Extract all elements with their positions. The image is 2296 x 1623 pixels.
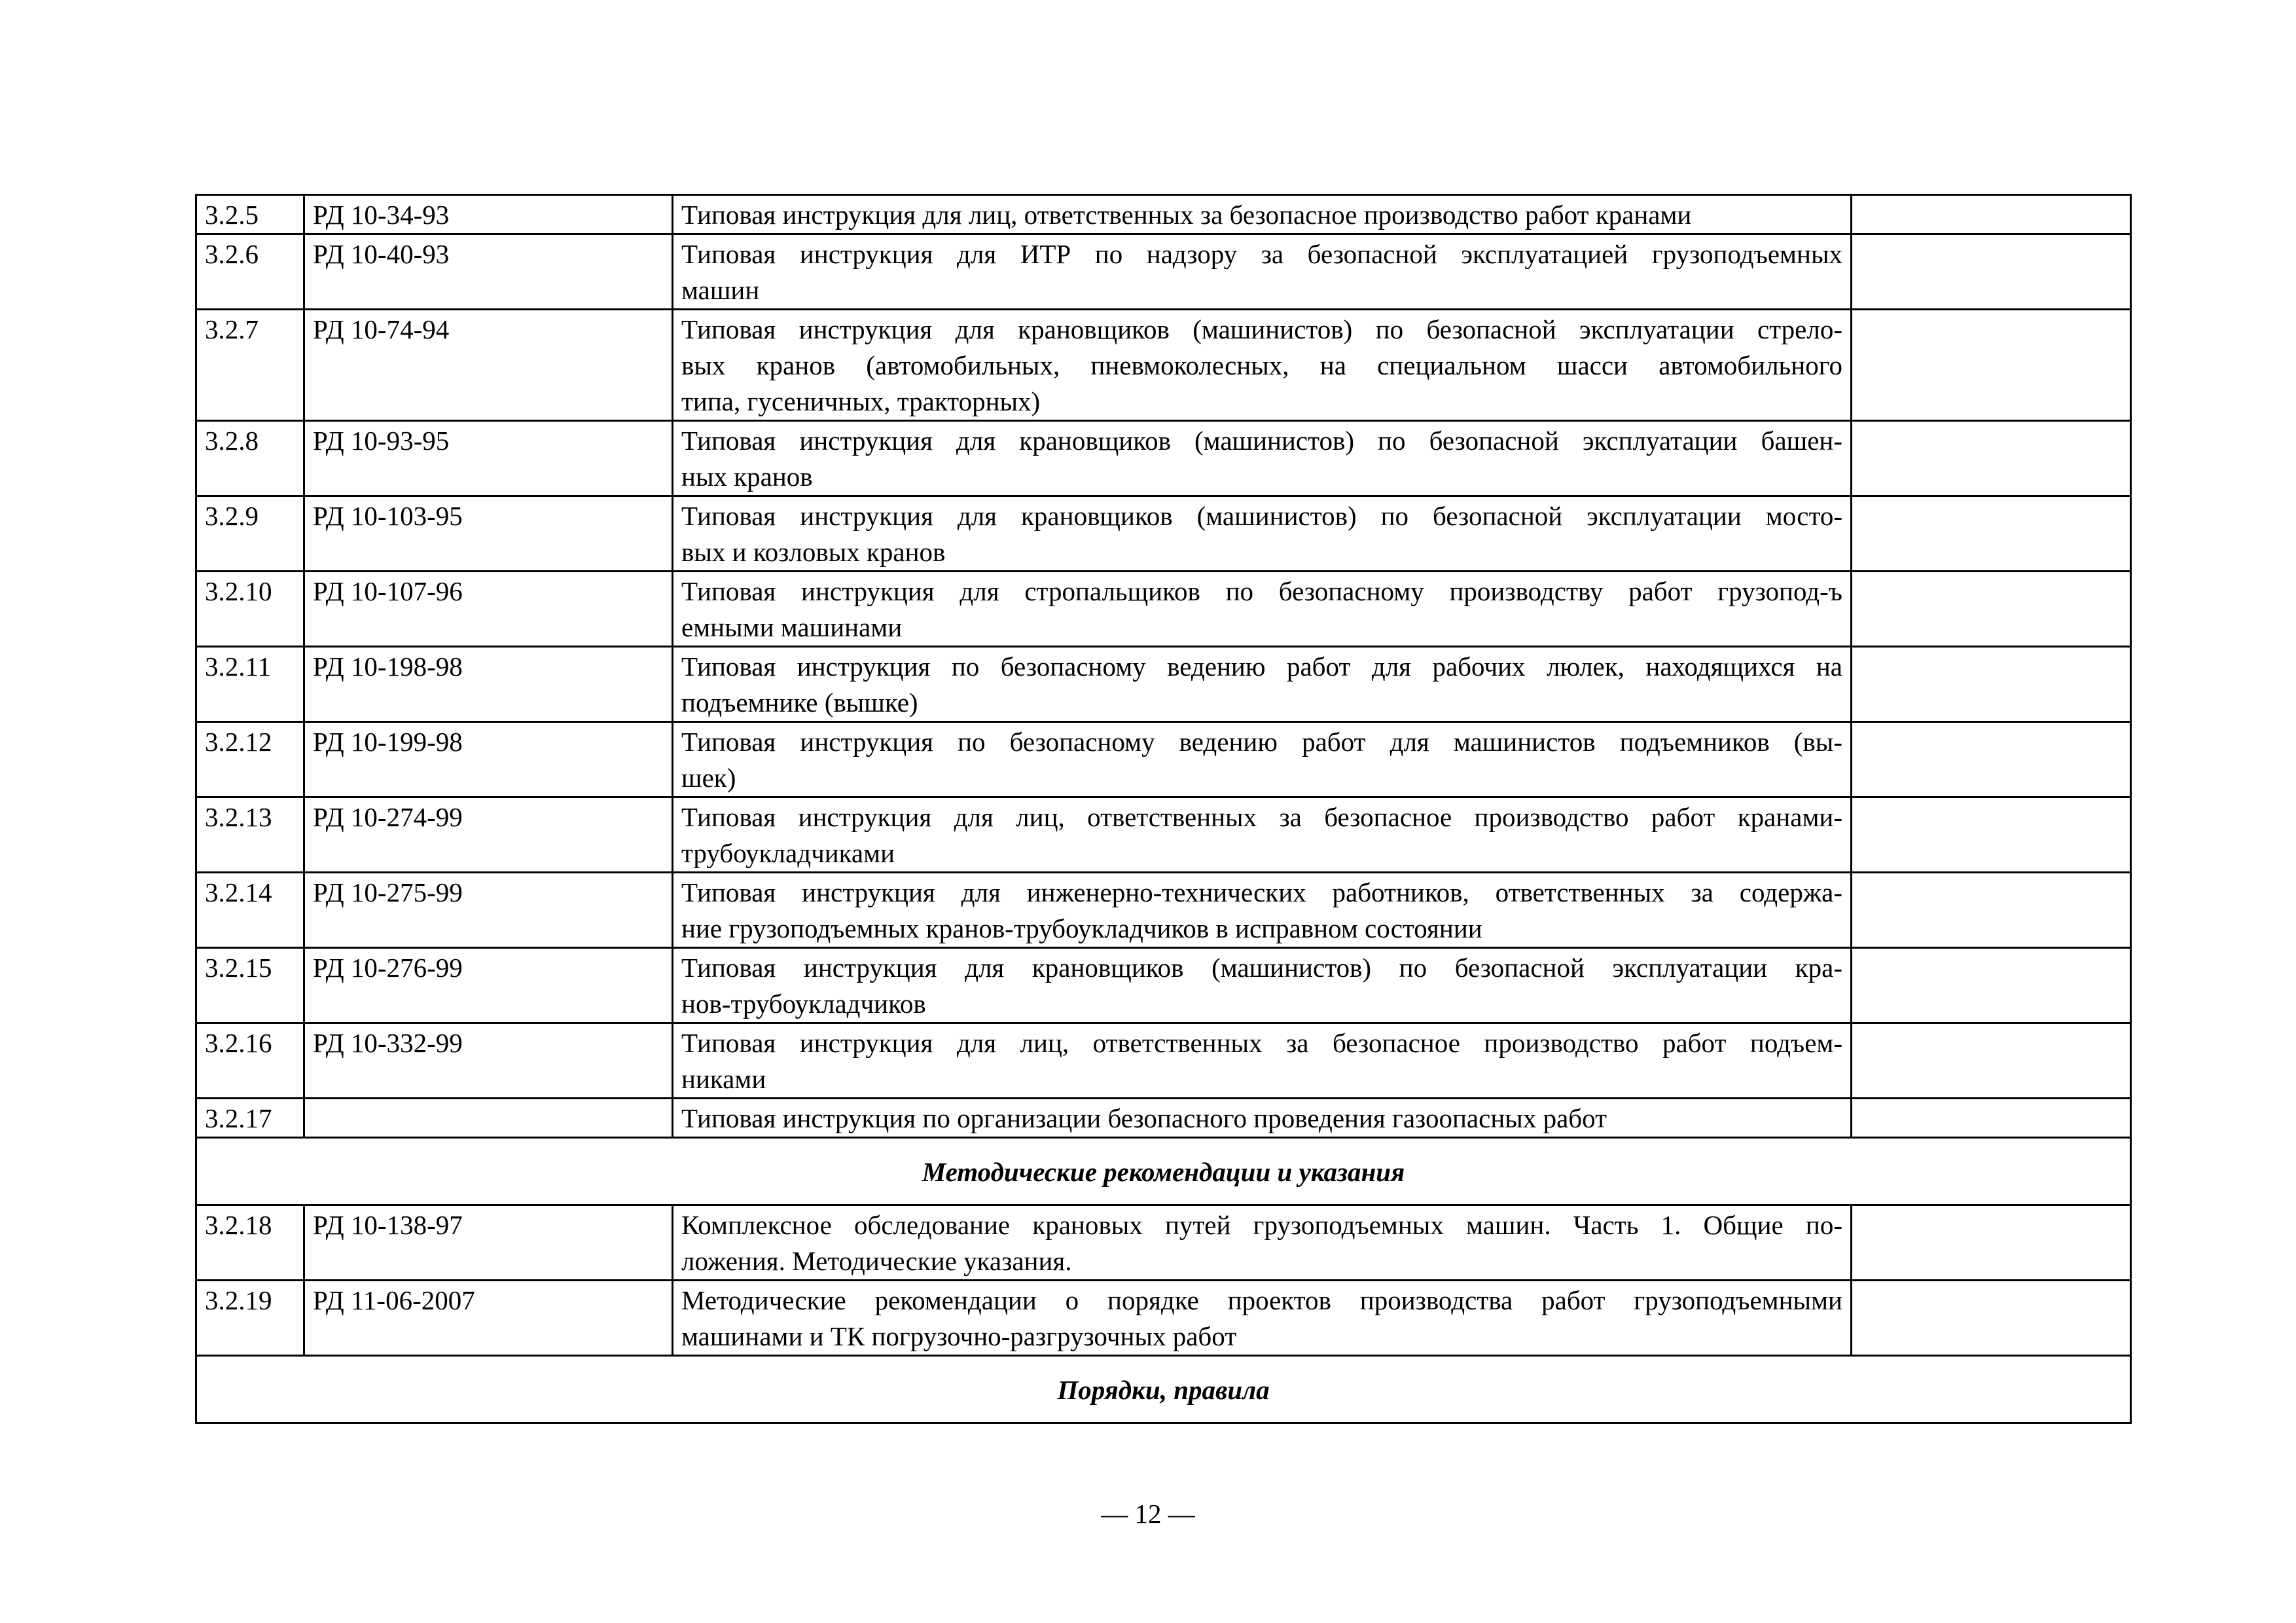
document-title-line: ние грузоподъемных кранов-трубоукладчиков в исправном состоянии	[681, 913, 1482, 943]
note-cell	[1852, 948, 2131, 1023]
note-cell	[1852, 1099, 2131, 1138]
document-code: РД 10-199-98	[304, 722, 673, 797]
document-code: РД 10-275-99	[304, 873, 673, 948]
document-title-line: машин	[681, 275, 760, 305]
note-cell	[1852, 722, 2131, 797]
item-number: 3.2.15	[196, 948, 304, 1023]
item-number: 3.2.9	[196, 496, 304, 572]
document-title-line: вых и козловых кранов	[681, 537, 946, 567]
document-title-line: Типовая инструкция для крановщиков (машинистов) по безопасной эксплуатации кра-	[681, 953, 1842, 983]
document-title	[673, 948, 1852, 1023]
document-title-line: Типовая инструкция для инженерно-технических работников, ответственных за содержа-	[681, 877, 1842, 907]
document-code: РД 10-34-93	[304, 195, 673, 234]
item-number: 3.2.5	[196, 195, 304, 234]
item-number: 3.2.13	[196, 797, 304, 873]
document-title	[673, 572, 1852, 647]
document-title-line: типа, гусеничных, тракторных)	[681, 386, 1041, 416]
document-title-line: Типовая инструкция по безопасному ведению работ для рабочих люлек, находящихся на	[681, 651, 1842, 682]
note-cell	[1852, 873, 2131, 948]
document-code: РД 10-74-94	[304, 310, 673, 421]
note-cell	[1852, 195, 2131, 234]
item-number: 3.2.18	[196, 1205, 304, 1281]
document-title-line: машинами и ТК погрузочно-разгрузочных работ	[681, 1321, 1237, 1351]
item-number: 3.2.12	[196, 722, 304, 797]
table-row	[196, 1281, 2131, 1356]
item-number: 3.2.10	[196, 572, 304, 647]
item-number: 3.2.19	[196, 1281, 304, 1356]
document-table-container	[195, 194, 2126, 1424]
document-title	[673, 722, 1852, 797]
note-cell	[1852, 1281, 2131, 1356]
document-title	[673, 421, 1852, 496]
document-title-line: ных кранов	[681, 462, 813, 492]
table-row	[196, 797, 2131, 873]
document-code: РД 10-40-93	[304, 234, 673, 310]
item-number: 3.2.11	[196, 647, 304, 722]
table-row	[196, 722, 2131, 797]
table-row	[196, 1023, 2131, 1099]
document-title	[673, 797, 1852, 873]
note-cell	[1852, 496, 2131, 572]
note-cell	[1852, 234, 2131, 310]
note-cell	[1852, 310, 2131, 421]
document-code: РД 11-06-2007	[304, 1281, 673, 1356]
note-cell	[1852, 572, 2131, 647]
document-title	[673, 496, 1852, 572]
section-title: Порядки, правила	[196, 1356, 2131, 1423]
table-body	[196, 195, 2131, 1423]
note-cell	[1852, 1205, 2131, 1281]
document-title	[673, 1099, 1852, 1138]
document-code: РД 10-138-97	[304, 1205, 673, 1281]
table-row	[196, 873, 2131, 948]
note-cell	[1852, 797, 2131, 873]
document-title-line: Типовая инструкция для ИТР по надзору за безопасной эксплуатацией грузоподъемных	[681, 239, 1842, 269]
note-cell	[1852, 421, 2131, 496]
table-row	[196, 647, 2131, 722]
document-title	[673, 310, 1852, 421]
table-row	[196, 948, 2131, 1023]
table-row	[196, 310, 2131, 421]
table-row	[196, 1099, 2131, 1138]
page-number: — 12 —	[1101, 1499, 1195, 1529]
document-title-line: Типовая инструкция для лиц, ответственных за безопасное производство работ кранами	[681, 200, 1692, 230]
document-title	[673, 1023, 1852, 1099]
document-title-line: Типовая инструкция для крановщиков (машинистов) по безопасной эксплуатации мосто-	[681, 501, 1842, 531]
section-title: Методические рекомендации и указания	[196, 1138, 2131, 1205]
item-number: 3.2.14	[196, 873, 304, 948]
document-title	[673, 873, 1852, 948]
document-code	[304, 1099, 673, 1138]
document-title	[673, 1281, 1852, 1356]
note-cell	[1852, 647, 2131, 722]
document-title-line: трубоукладчиками	[681, 838, 895, 868]
document-code: РД 10-274-99	[304, 797, 673, 873]
document-title-line: емными машинами	[681, 612, 903, 642]
document-title	[673, 234, 1852, 310]
note-cell	[1852, 1023, 2131, 1099]
table-row	[196, 195, 2131, 234]
item-number: 3.2.7	[196, 310, 304, 421]
item-number: 3.2.17	[196, 1099, 304, 1138]
document-title-line: ложения. Методические указания.	[681, 1246, 1072, 1276]
table-row	[196, 572, 2131, 647]
document-code: РД 10-276-99	[304, 948, 673, 1023]
item-number: 3.2.6	[196, 234, 304, 310]
table-row	[196, 234, 2131, 310]
document-title-line: никами	[681, 1064, 766, 1094]
table-row	[196, 421, 2131, 496]
document-code: РД 10-93-95	[304, 421, 673, 496]
document-title-line: Типовая инструкция для стропальщиков по безопасному производству работ грузопод-ъ	[681, 576, 1842, 606]
item-number: 3.2.8	[196, 421, 304, 496]
section-header-row	[196, 1356, 2131, 1423]
document-title-line: подъемнике (вышке)	[681, 687, 918, 718]
document-code: РД 10-107-96	[304, 572, 673, 647]
document-title-line: Методические рекомендации о порядке проектов производства работ грузоподъемными	[681, 1285, 1842, 1315]
document-title-line: Типовая инструкция для крановщиков (машинистов) по безопасной эксплуатации стрело-	[681, 314, 1842, 344]
document-title-line: Типовая инструкция по безопасному ведению работ для машинистов подъемников (вы-	[681, 727, 1842, 757]
table-row	[196, 496, 2131, 572]
document-title-line: Комплексное обследование крановых путей грузоподъемных машин. Часть 1. Общие по-	[681, 1210, 1842, 1240]
table-row	[196, 1205, 2131, 1281]
document-title-line: шек)	[681, 763, 736, 793]
document-code: РД 10-198-98	[304, 647, 673, 722]
document-code: РД 10-332-99	[304, 1023, 673, 1099]
document-title	[673, 195, 1852, 234]
document-title	[673, 1205, 1852, 1281]
document-title-line: Типовая инструкция для лиц, ответственных за безопасное производство работ подъем-	[681, 1028, 1842, 1058]
document-title-line: Типовая инструкция по организации безопасного проведения газоопасных работ	[681, 1103, 1607, 1133]
document-code: РД 10-103-95	[304, 496, 673, 572]
section-header-row	[196, 1138, 2131, 1205]
item-number: 3.2.16	[196, 1023, 304, 1099]
regulations-table	[195, 194, 2132, 1424]
document-title-line: Типовая инструкция для крановщиков (машинистов) по безопасной эксплуатации башен-	[681, 426, 1842, 456]
document-title	[673, 647, 1852, 722]
document-title-line: вых кранов (автомобильных, пневмоколесных, на специальном шасси автомобильного	[681, 350, 1842, 380]
document-title-line: нов-трубоукладчиков	[681, 989, 926, 1019]
document-title-line: Типовая инструкция для лиц, ответственных за безопасное производство работ кранами-	[681, 802, 1842, 832]
